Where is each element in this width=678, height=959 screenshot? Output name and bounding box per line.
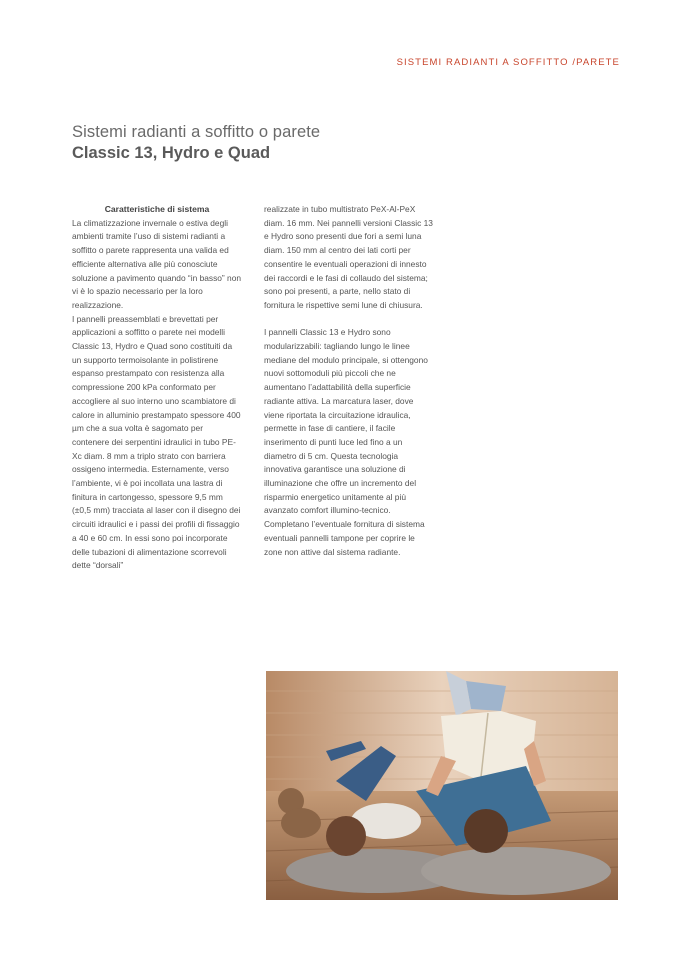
text-column-1 — [72, 203, 242, 573]
text-column-2 — [264, 203, 434, 559]
paragraph: I pannelli Classic 13 e Hydro sono modularizzabili: tagliando lungo le linee mediane del modulo principale, si ottengono nuovi sottomoduli più piccoli che ne aumentano l’adattabilità della superficie radiante attiva. La marcatura laser, dove viene riportata la circuitazione idraulica, permette in fase di cantiere, il facile inserimento di punti luce led fino a un diametro di 5 cm. Questa tecnologia innovativa garantisce una soluzione di illuminazione che offre un incremento del risparmio energetico unitamente al più avanzato comfort illumino-tecnico. Completano l’eventuale fornitura di sistema eventuali pannelli tampone per coprire le zone non attive dal sistema radiante. — [264, 327, 428, 557]
title-line-1: Sistemi radianti a soffitto o parete — [72, 123, 321, 141]
section-tag: SISTEMI RADIANTI A SOFFITTO /PARETE — [396, 57, 620, 68]
paragraph: La climatizzazione invernale o estiva degli ambienti tramite l’uso di sistemi radianti a soffitto o parete rappresenta una valida ed efficiente alternativa alle più conosciute soluzione a pavimento quando “in basso” non vi è lo spazio necessario per la loro realizzazione. — [72, 217, 242, 310]
title-line-2: Classic 13, Hydro e Quad — [72, 144, 271, 162]
family-reading-photo — [266, 671, 618, 900]
page-title — [72, 122, 320, 164]
paragraph: I pannelli preassemblati e brevettati per applicazioni a soffitto o parete nei modelli Classic 13, Hydro e Quad sono costituiti da un supporto termoisolante in polistirene espanso prestampato con resistenza alla compressione 200 kPa conformato per accogliere al suo interno uno scambiatore di calore in alluminio prestampato spessore 400 µm che a sua volta è sagomato per contenere dei serpentini idraulici in tubo PE-Xc diam. 8 mm a triplo strato con barriera ossigeno intermedia. Esternamente, verso l’ambiente, vi è poi incollata una lastra di finitura in cartongesso, spessore 9,5 mm (±0,5 mm) tracciata al laser con il disegno dei circuiti idraulici e i passi dei profili di fissaggio a 40 e 60 cm. In essi sono poi incorporate delle tubazioni di alimentazione scorrevoli dette “dorsali” — [72, 313, 241, 571]
paragraph: realizzate in tubo multistrato PeX-Al-PeX diam. 16 mm. Nei pannelli versioni Classic 13 e Hydro sono presenti due fori a semi luna diam. 150 mm al centro dei lati corti per consentire le eventuali operazioni di innesto dei raccordi e le fasi di collaudo del sistema; sono poi presenti, a parte, nello stato di fornitura le rispettive semi lune di chiusura. — [264, 204, 433, 310]
section-heading: Caratteristiche di sistema — [104, 204, 210, 214]
